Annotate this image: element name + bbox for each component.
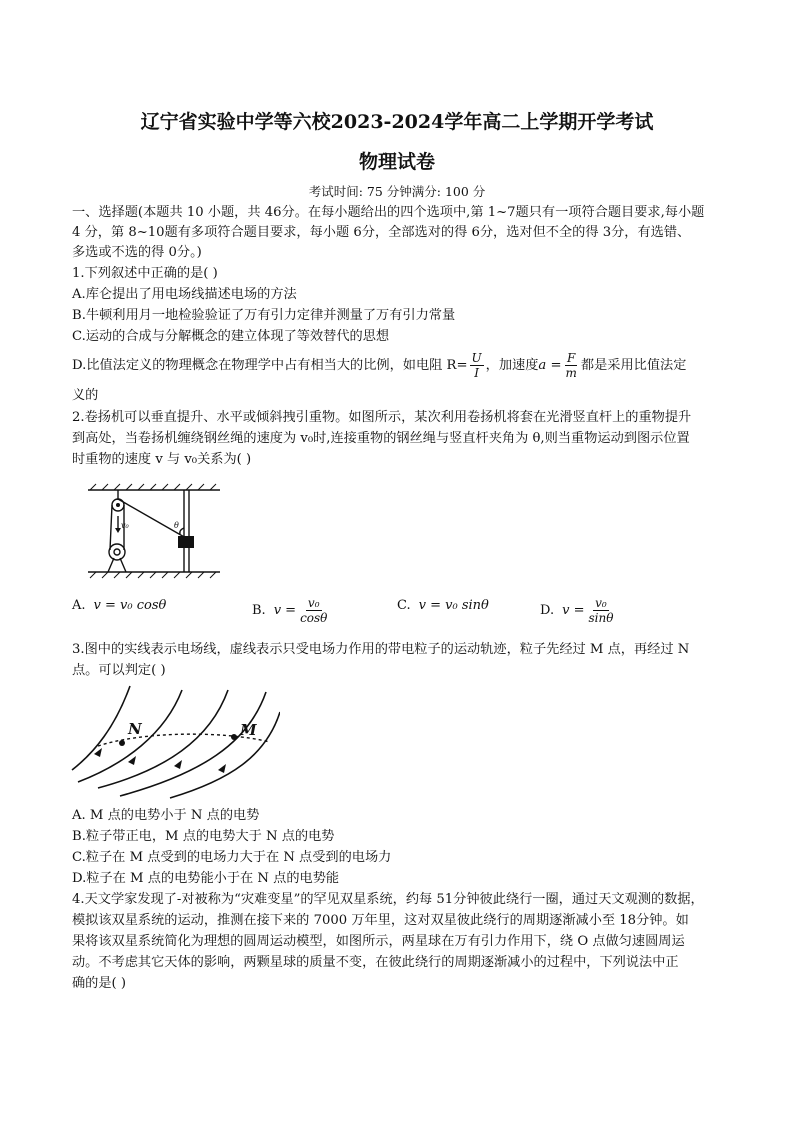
q1-option-b: B.牛顿利用月一地检验验证了万有引力定律并测量了万有引力常量: [72, 308, 456, 323]
option-formula: v = v₀ cosθ: [93, 598, 167, 613]
fraction-denominator: sinθ: [588, 611, 614, 625]
fraction-numerator: U: [471, 351, 482, 365]
q4-stem-line2: 模拟该双星系统的运动，推测在接下来的 7000 万年里，这对双星彼此绕行的周期逐渐减小至 18分钟。如: [72, 913, 689, 928]
section-instructions-line2: 4 分，第 8~10题有多项符合题目要求，每小题 6分，全部选对的得 6分，选对但不全的得 3分，有选错、: [72, 225, 691, 240]
q2-stem-line1: 2.卷扬机可以垂直提升、水平或倾斜拽引重物。如图所示，某次利用卷扬机将套在光滑竖直杆上的重物提升: [72, 410, 692, 425]
q1-option-d-cont: 义的: [72, 388, 99, 403]
section-instructions-line1: 一、选择题(本题共 10 小题，共 46分。在每小题给出的四个选项中,第 1~7题只有一项符合题目要求,每小题: [72, 205, 705, 220]
q4-stem-line1: 4.天文学家发现了-对被称为“灾难变星”的罕见双星系统，约每 51分钟彼此绕行一圈，通过天文观测的数据，: [72, 892, 704, 907]
q2-option-b: [252, 596, 331, 625]
section-instructions-line3: 多选或不选的得 0分。): [72, 245, 202, 260]
q3-stem-line2: 点。可以判定( ): [72, 663, 166, 678]
q4-stem-line5: 确的是( ): [72, 976, 127, 991]
option-label: D.: [540, 603, 555, 618]
q3-option-a: A. M 点的电势小于 N 点的电势: [72, 808, 260, 823]
exam-title: 辽宁省实验中学等六校2023-2024学年高二上学期开学考试: [140, 111, 654, 133]
q2-option-a: [72, 598, 166, 613]
q3-option-b: B.粒子带正电，M 点的电势大于 N 点的电势: [72, 829, 335, 844]
n-point-label: N: [128, 720, 142, 738]
option-fraction: [298, 596, 329, 625]
q3-option-c: C.粒子在 M 点受到的电场力大于在 N 点受到的电场力: [72, 850, 392, 865]
q3-option-d: D.粒子在 M 点的电势能小于在 N 点的电势能: [72, 871, 340, 886]
q1-d-text3: 都是采用比值法定: [580, 358, 687, 373]
fraction-denominator: cosθ: [300, 611, 328, 625]
fraction-numerator: v₀: [595, 596, 607, 610]
q1-d-text1: D.比值法定义的物理概念在物理学中占有相当大的比例，如电阻 R=: [72, 358, 468, 373]
q1-option-a: A.库仑提出了用电场线描述电场的方法: [72, 287, 297, 302]
exam-subtitle: 物理试卷: [358, 151, 435, 173]
option-formula-lhs: v =: [562, 603, 585, 618]
theta-label: θ: [174, 521, 179, 530]
q3-stem-line1: 3.图中的实线表示电场线，虚线表示只受电场力作用的带电粒子的运动轨迹，粒子先经过 M 点，再经过 N: [72, 642, 690, 657]
option-label: A.: [72, 598, 86, 613]
q1-d-a-lhs: a =: [538, 358, 562, 373]
m-point-label: M: [240, 721, 257, 739]
v0-label: v₀: [121, 521, 129, 530]
option-label: C.: [397, 598, 411, 613]
option-formula-lhs: v =: [273, 603, 297, 618]
option-fraction: [586, 596, 615, 625]
fraction-numerator: F: [567, 351, 576, 365]
q4-stem-line3: 果将该双星系统简化为理想的圆周运动模型，如图所示，两星球在万有引力作用下，绕 O 点做匀速圆周运: [72, 934, 685, 949]
q2-option-d: [540, 596, 617, 625]
winch-figure: [80, 480, 230, 580]
q4-stem-line4: 动。不考虑其它天体的影响，两颗星球的质量不变，在彼此绕行的周期逐渐减小的过程中，下列说法中正: [72, 955, 679, 970]
q1-stem: 1.下列叙述中正确的是( ): [72, 266, 218, 281]
option-formula: v = v₀ sinθ: [418, 598, 489, 613]
fraction-denominator: m: [565, 366, 577, 380]
q1-d-fraction-r: [470, 351, 484, 380]
option-label: B.: [252, 603, 266, 618]
fraction-denominator: I: [474, 366, 479, 380]
q1-option-c: C.运动的合成与分解概念的建立体现了等效替代的思想: [72, 329, 390, 344]
q2-stem-line2: 到高处，当卷扬机缠绕钢丝绳的速度为 v₀时,连接重物的钢丝绳与竖直杆夹角为 θ,则当重物运动到图示位置: [72, 431, 690, 446]
q1-d-text2: ，加速度: [485, 358, 539, 373]
q1-option-d: [72, 351, 728, 380]
exam-meta: 考试时间: 75 分钟满分: 100 分: [308, 184, 486, 199]
q1-d-fraction-a: [564, 351, 579, 380]
field-lines-figure: [70, 682, 280, 800]
q2-option-c: [397, 598, 489, 613]
q2-stem-line3: 时重物的速度 v 与 v₀关系为( ): [72, 452, 252, 467]
fraction-numerator: v₀: [307, 596, 320, 610]
